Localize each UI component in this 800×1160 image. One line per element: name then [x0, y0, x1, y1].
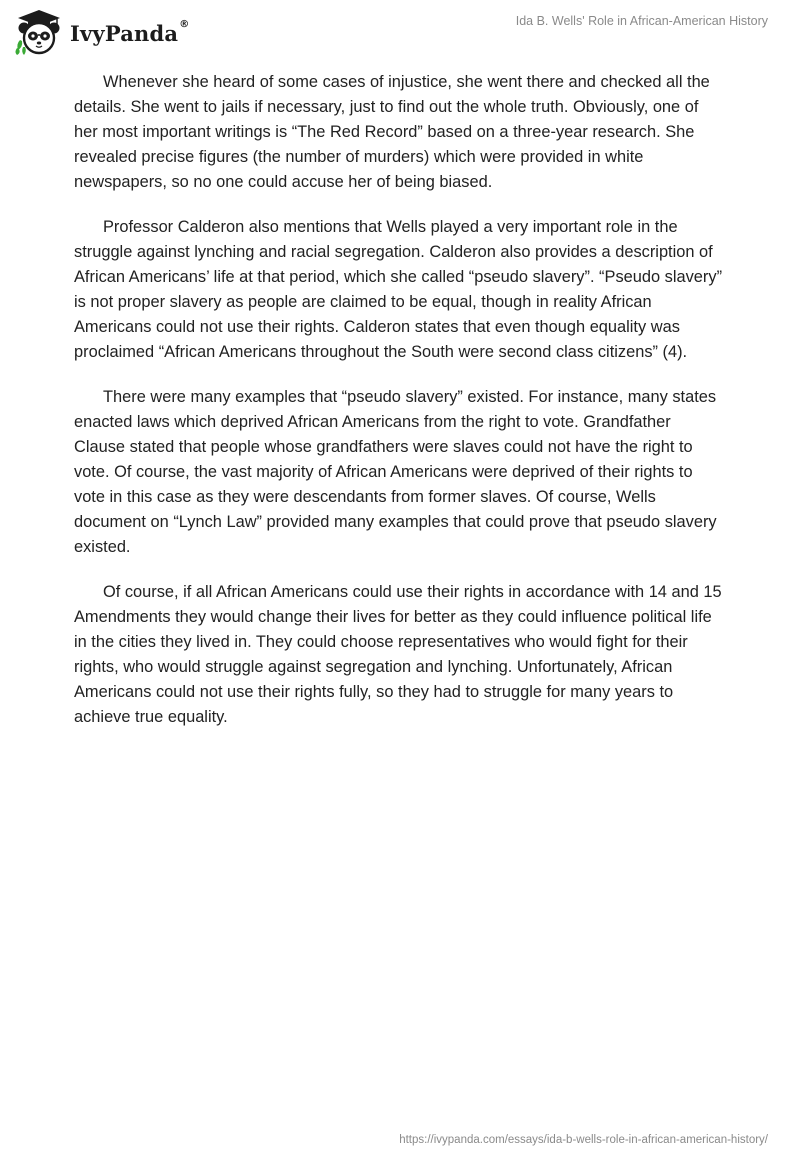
brand-name-text: IvyPanda	[70, 20, 179, 46]
ivypanda-logo[interactable]	[14, 8, 189, 56]
paragraph-4: Of course, if all African Americans could use their rights in accordance with 14 and 15 Amendments they would change their lives for better as they could influence political life in the cities they lived in. They could choose representatives who would fight for their rights, who would struggle against segregation and lynching. Unfortunately, African Americans could not use their rights fully, so they had to struggle for many years to achieve true equality.	[74, 583, 722, 726]
essay-body	[74, 70, 726, 750]
paragraph-2: Professor Calderon also mentions that Wells played a very important role in the struggle against lynching and racial segregation. Calderon also provides a description of African Americans’ life at that period, which she called “pseudo slavery”. “Pseudo slavery” is not proper slavery as people are claimed to be equal, though in reality African Americans could not use their rights. Calderon states that even though equality was proclaimed “African Americans throughout the South were second class citizens” (4).	[74, 218, 723, 361]
document-title: Ida B. Wells' Role in African-American History	[515, 14, 768, 28]
source-url-link[interactable]: https://ivypanda.com/essays/ida-b-wells-role-in-african-american-history/	[399, 1134, 768, 1146]
paragraph-3: There were many examples that “pseudo slavery” existed. For instance, many states enacted laws which deprived African Americans from the right to vote. Grandfather Clause stated that people whose grandfathers were slaves could not have the right to vote. Of course, the vast majority of African Americans were deprived of their rights to vote in this case as they were descendants from former slaves. Of course, Wells document on “Lynch Law” provided many examples that could prove that pseudo slavery existed.	[74, 388, 717, 556]
page-header	[0, 0, 800, 60]
paragraph-1: Whenever she heard of some cases of injustice, she went there and checked all the details. She went to jails if necessary, just to find out the whole truth. Obviously, one of her most important writings is “The Red Record” based on a three-year research. She revealed precise figures (the number of murders) which were provided in white newspapers, so no one could accuse her of being biased.	[74, 73, 710, 191]
panda-graduation-cap-icon	[14, 8, 64, 56]
registered-mark: ®	[179, 18, 190, 30]
brand-name	[70, 18, 190, 46]
